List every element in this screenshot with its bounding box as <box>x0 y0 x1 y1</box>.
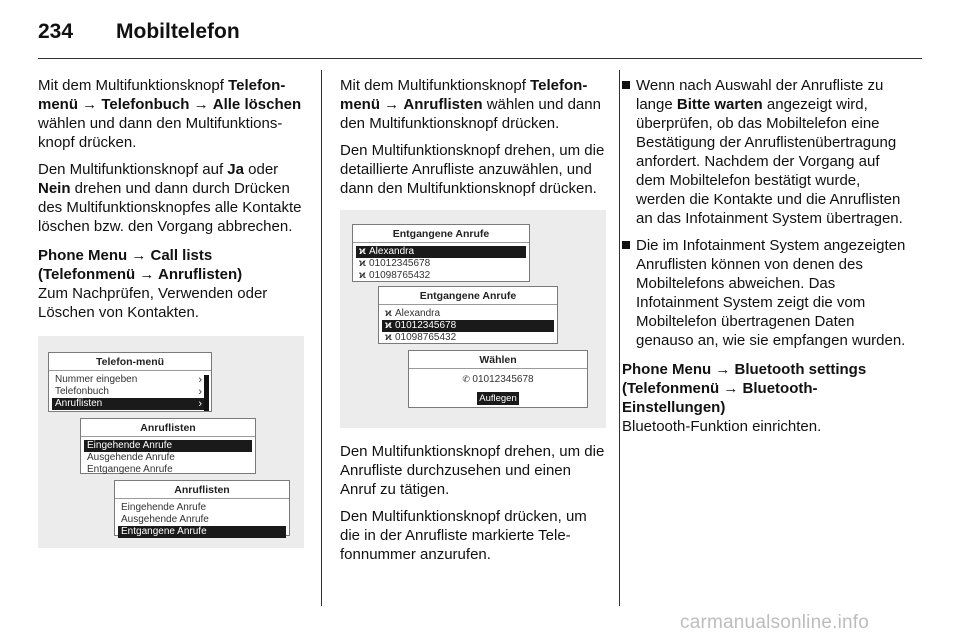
paragraph: Mit dem Multifunktionsknopf Telefonmenü → Telefonbuch → Alle löschen wählen und dann den Multifunktionsknopf drücken. <box>38 77 302 151</box>
column-1 <box>38 76 304 548</box>
menu-item: Ausgehende Anrufe <box>121 514 209 525</box>
phone-icon: ✆ <box>462 374 473 384</box>
paragraph: Den Multifunktionsknopf drehen, um die Anrufliste durchzusehen und einen Anruf zu tätigen. <box>340 443 605 498</box>
dialed-number: ✆ 01012345678 <box>462 374 534 385</box>
menu-item: Eingehende Anrufe <box>121 502 207 513</box>
call-entry: ϰ 01098765432 <box>359 270 431 281</box>
screen-title: Anruflisten <box>115 481 289 499</box>
square-bullet-icon <box>622 241 630 249</box>
missed-calls-figure <box>340 210 606 428</box>
screen-title: Entgangene Anrufe <box>379 287 557 305</box>
missed-calls-screen <box>378 286 558 344</box>
chevron-right-icon: › <box>198 398 202 410</box>
menu-item: Nummer eingeben › <box>55 374 202 386</box>
header-divider <box>38 58 922 59</box>
paragraph: Den Multifunktionsknopf auf Ja oder Nein drehen und dann durch Drücken des Multifunktionsknopfes alle Kontakte löschen bzw. den Vorgang abbrechen. <box>38 161 302 235</box>
screen-title: Anruflisten <box>81 419 255 437</box>
missed-call-icon: ϰ <box>359 270 366 281</box>
missed-call-icon: ϰ <box>385 320 392 331</box>
bullet-item: Die im Infotainment System angezeigten Anruflisten können von denen des Mobiltelefons abweichen. Das Infotainment System zeigt die vom Mobiltelefon übertragenen Daten genauso an, wie sie empfangen wurden. <box>622 236 908 350</box>
call-entry-selected: ϰ Alexandra <box>356 246 526 258</box>
bullet-item: Wenn nach Auswahl der Anrufliste zu lange Bitte warten angezeigt wird, überprüfen, ob das Mobiltelefon eine Bestätigung der Anruflistenübertragung anfordert. Nachdem der Vorgang auf dem Mobiltelefon bestätigt wurde, werden die Kontakte und die Anruflisten an das Infotainment System übertragen. <box>622 76 908 228</box>
call-entry: ϰ Alexandra <box>385 308 441 319</box>
section-heading: Phone Menu → Bluetooth settings (Telefonmenü → Bluetooth- Einstellungen) <box>622 361 867 416</box>
call-entry: ϰ 01098765432 <box>385 332 457 343</box>
page-number: 234 <box>38 20 74 43</box>
paragraph: Den Multifunktionsknopf drehen, um die detaillierte Anrufliste anzuwählen, und dann den Multifunktionsknopf drücken. <box>340 142 605 197</box>
square-bullet-icon <box>622 81 630 89</box>
paragraph: Den Multifunktionsknopf drücken, um die in der Anrufliste markierte Telefonnummer anzurufen. <box>340 508 587 563</box>
missed-call-icon: ϰ <box>359 258 366 269</box>
phone-menu-screen <box>48 352 212 412</box>
menu-item-selected: Entgangene Anrufe <box>118 526 286 538</box>
dialing-screen <box>408 350 588 408</box>
missed-call-icon: ϰ <box>359 246 366 257</box>
menu-item: Entgangene Anrufe <box>87 464 173 475</box>
paragraph: Mit dem Multifunktionsknopf Telefonmenü → Anruflisten wählen und dann den Multifunktionsknopf drücken. <box>340 77 601 132</box>
page-header <box>38 20 922 60</box>
call-lists-menu-figure <box>38 336 304 548</box>
page-title: Mobiltelefon <box>116 20 240 43</box>
watermark: carmanualsonline.info <box>680 612 870 633</box>
menu-item: Ausgehende Anrufe <box>87 452 175 463</box>
chevron-right-icon: › <box>198 374 202 386</box>
call-entry: ϰ 01012345678 <box>359 258 431 269</box>
section-body: Zum Nachprüfen, Verwenden oder Löschen von Kontakten. <box>38 285 268 321</box>
screen-title: Entgangene Anrufe <box>353 225 529 243</box>
section-heading: Phone Menu → Call lists (Telefonmenü → Anruflisten) <box>38 247 243 283</box>
missed-call-icon: ϰ <box>385 308 392 319</box>
column-divider-1 <box>321 70 322 606</box>
chevron-right-icon: › <box>198 386 202 398</box>
missed-calls-screen <box>352 224 530 282</box>
call-entry-selected: ϰ 01012345678 <box>382 320 554 332</box>
column-divider-2 <box>619 70 620 606</box>
scrollbar <box>204 375 209 411</box>
menu-item-selected: Eingehende Anrufe <box>84 440 252 452</box>
menu-item: Telefonbuch › <box>55 386 202 398</box>
missed-call-icon: ϰ <box>385 332 392 343</box>
call-lists-screen <box>114 480 290 536</box>
hang-up-button: Auflegen <box>477 392 519 405</box>
menu-item-selected: Anruflisten › <box>52 398 208 410</box>
section-body: Bluetooth-Funktion einrichten. <box>622 418 822 435</box>
screen-title: Wählen <box>409 351 587 369</box>
column-3 <box>622 76 908 444</box>
call-lists-screen <box>80 418 256 474</box>
screen-title: Telefon-menü <box>49 353 211 371</box>
column-2 <box>340 76 606 572</box>
